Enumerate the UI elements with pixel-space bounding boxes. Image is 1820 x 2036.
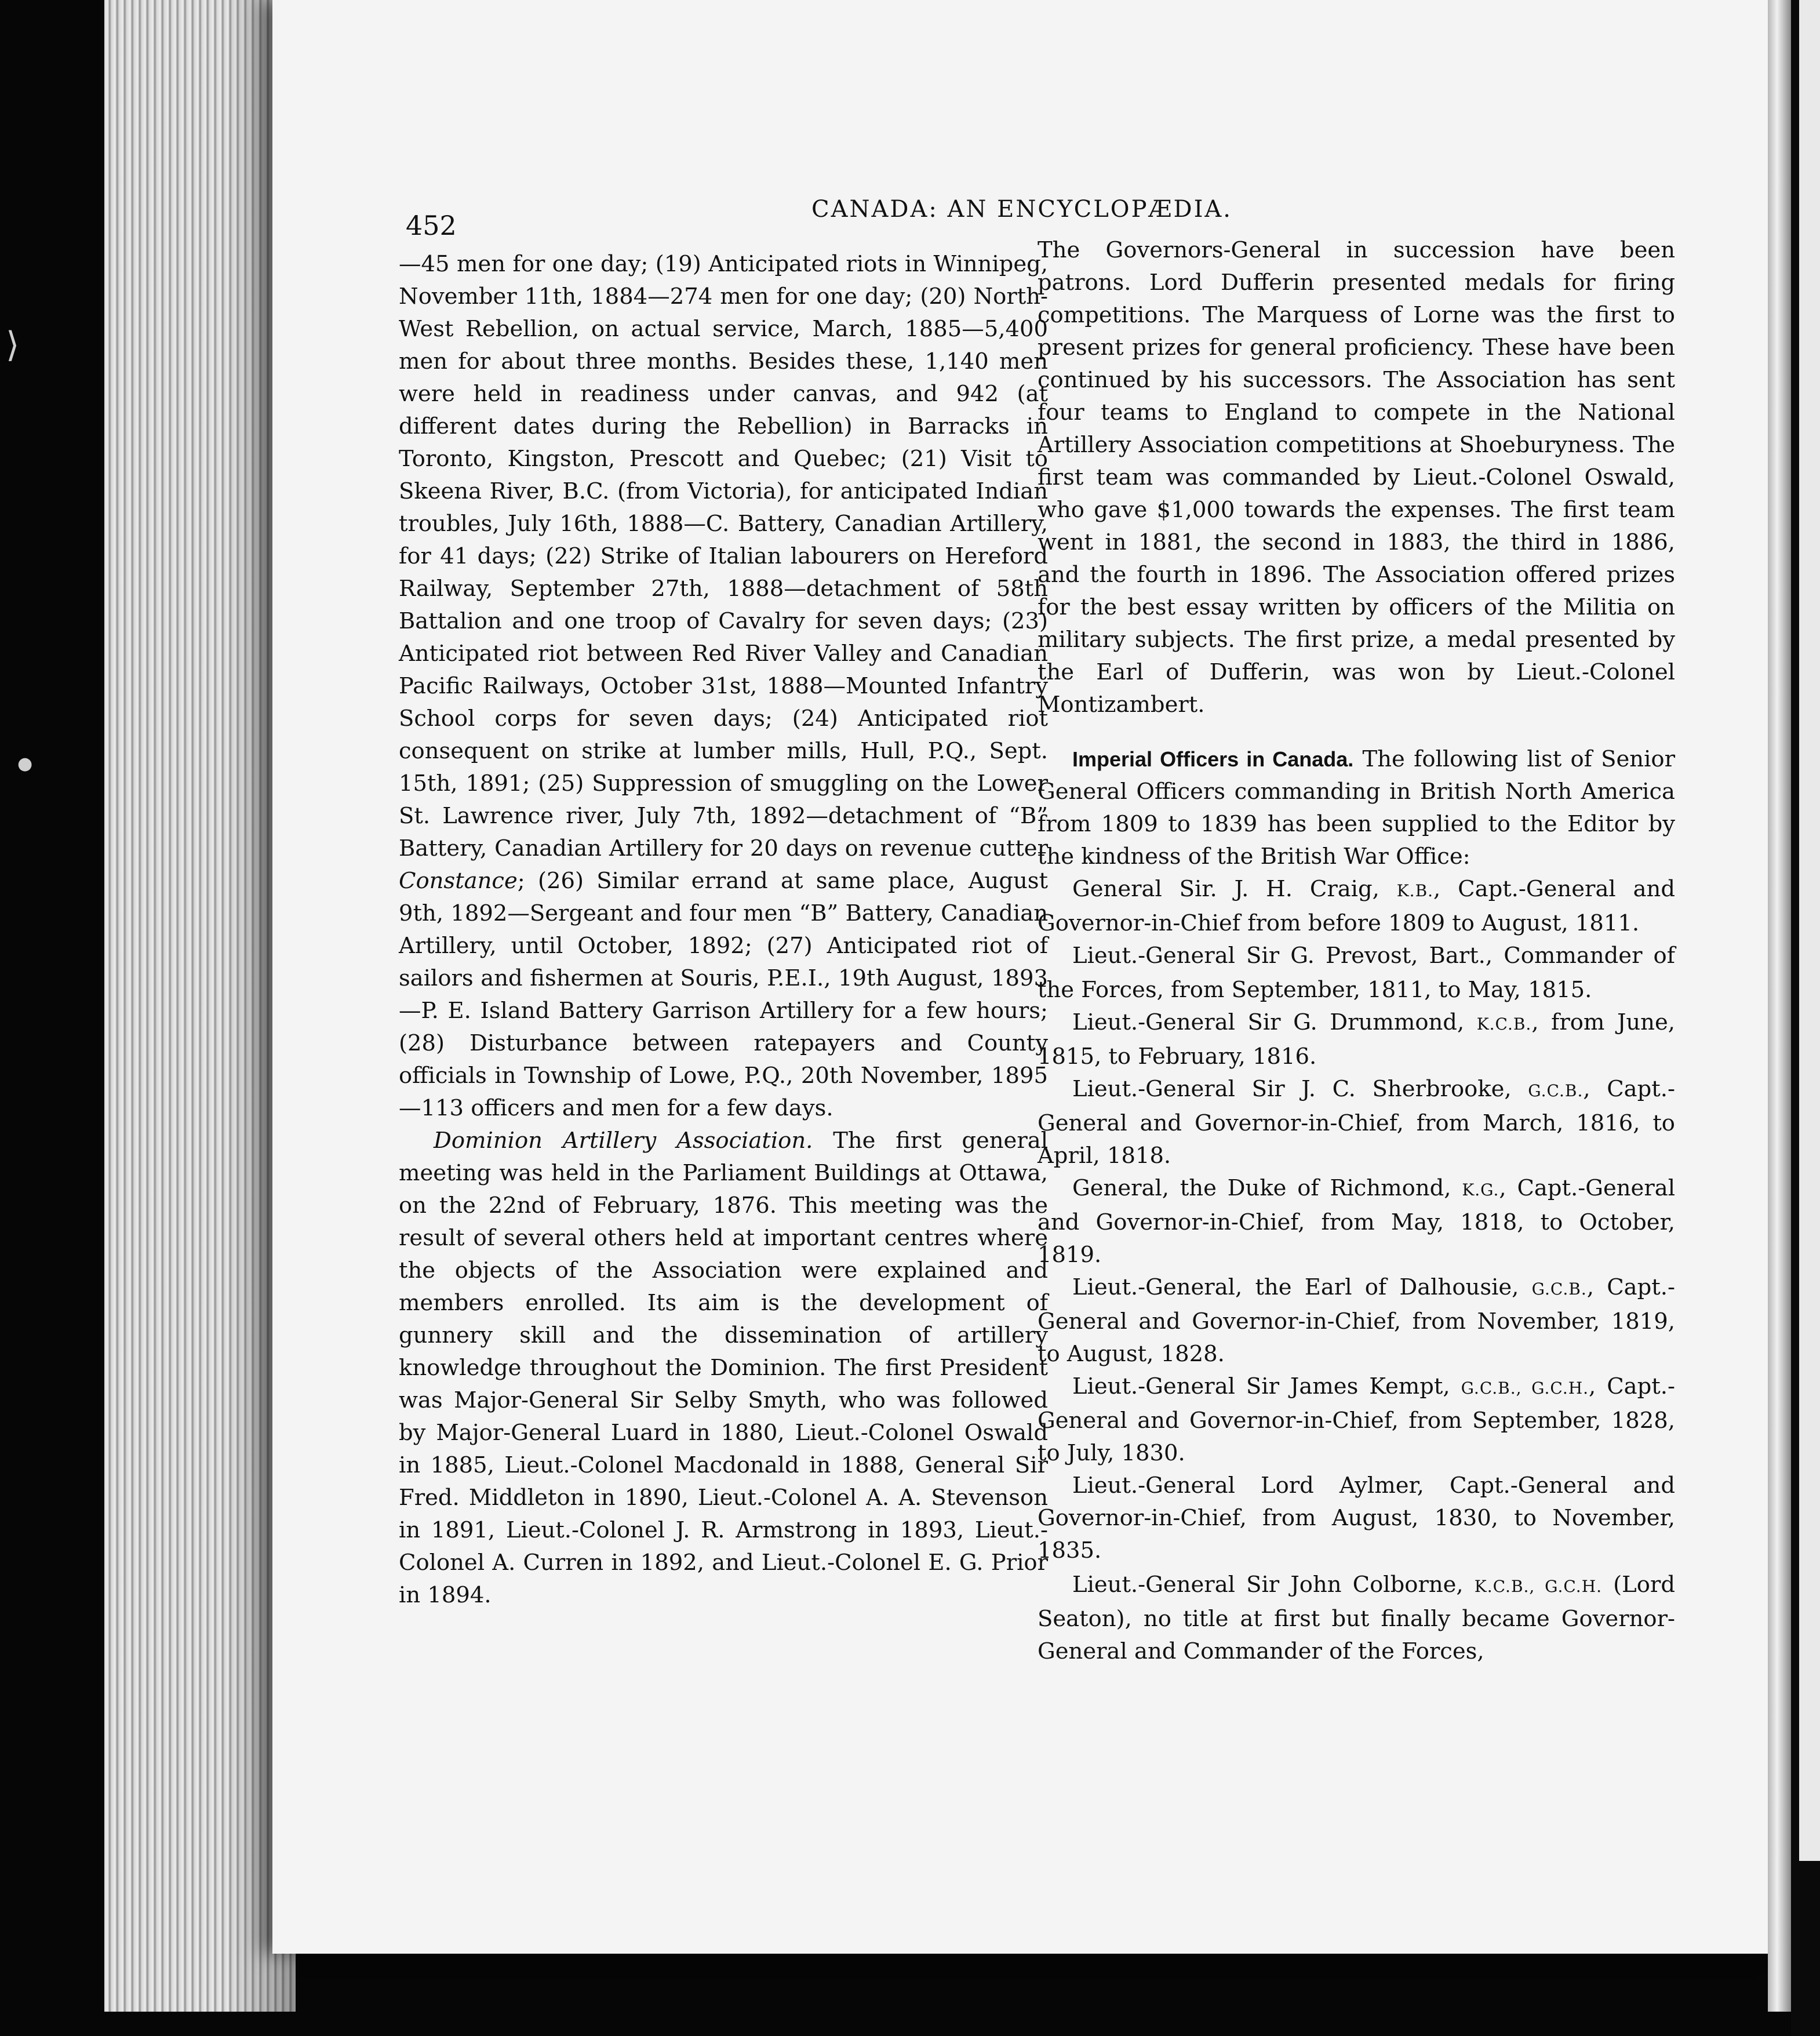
officer-name: Lieut.-General Sir G. Prevost, Bart.,	[1072, 943, 1504, 969]
officer-entry	[1038, 1370, 1675, 1470]
officer-text: , Capt.-General and Governor-in-Chief, from March, 1816, to April, 1818.	[1038, 1076, 1675, 1169]
left-column	[399, 248, 1048, 1612]
page-right-edge	[1768, 0, 1791, 2012]
left-paragraph-1-text: —45 men for one day; (19) Anticipated riots in Winnipeg, November 11th, 1884—274 men for one day; (20) North-West Rebellion, on actual service, March, 1885—5,400 men for about three months. Besides these, 1,140 men were held in readiness under canvas, and 942 (at different dates during the Rebellion) in Barracks in Toronto, Kingston, Prescott and Quebec; (21) Visit to Skeena River, B.C. (from Victoria), for anticipated Indian troubles, July 16th, 1888—C. Battery, Canadian Artillery, for 41 days; (22) Strike of Italian labourers on Hereford Railway, September 27th, 1888—detachment of 58th Battalion and one troop of Cavalry for seven days; (23) Anticipated riot between Red River Valley and Canadian Pacific Railways, October 31st, 1888—Mounted Infantry School corps for seven days; (24) Anticipated riot consequent on strike at lumber mills, Hull, P.Q., Sept. 15th, 1891; (25) Suppression of smuggling on the Lower St. Lawrence river, July 7th, 1892—detachment of “B” Battery, Canadian Artillery for 20 days on revenue cutter	[399, 251, 1048, 861]
left-paragraph-1	[399, 248, 1048, 1125]
running-title: CANADA: AN ENCYCLOPÆDIA.	[811, 196, 1233, 223]
officer-entry	[1038, 940, 1675, 1006]
vessel-name: Constance	[399, 868, 518, 894]
officer-name: Lieut.-General Sir John Colborne,	[1072, 1572, 1475, 1598]
section-intro	[1038, 743, 1675, 873]
margin-dot: ●	[17, 754, 33, 774]
officer-honours: K.C.B.	[1476, 1015, 1532, 1034]
officer-entry	[1038, 1271, 1675, 1370]
officer-name: General, the Duke of Richmond,	[1072, 1175, 1462, 1201]
officer-text: Commander of the Forces, from September, 1811, to May, 1815.	[1038, 943, 1675, 1003]
officer-honours: G.C.B.	[1528, 1081, 1584, 1100]
officer-honours: K.C.B., G.C.H.	[1474, 1577, 1603, 1596]
association-title: Dominion Artillery Association.	[434, 1128, 813, 1154]
officer-honours: K.B.	[1396, 881, 1434, 900]
officer-honours: K.G.	[1462, 1180, 1499, 1199]
officer-entry	[1038, 1172, 1675, 1271]
officer-text: , Capt.-General and Governor-in-Chief, from November, 1819, to August, 1828.	[1038, 1274, 1675, 1367]
right-column	[1038, 234, 1675, 1668]
officer-name: Lieut.-General Sir G. Drummond,	[1072, 1009, 1477, 1035]
officer-text: (Lord Seaton), no title at first but finally became Governor-General and Commander of the Forces,	[1038, 1572, 1675, 1664]
officer-name: Lieut.-General Sir James Kempt,	[1072, 1373, 1461, 1399]
officer-name: General Sir. J. H. Craig,	[1072, 876, 1397, 902]
officer-text: , from June, 1815, to February, 1816.	[1038, 1009, 1675, 1070]
left-paragraph-1-end: ; (26) Similar errand at same place, August 9th, 1892—Sergeant and four men “B” Battery, Canadian Artillery, until October, 1892; (27) Anticipated riot of sailors and fishermen at Souris, P.E.I., 19th August, 1893—P. E. Island Battery Garrison Artillery for a few hours; (28) Disturbance between ratepayers and County officials in Township of Lowe, P.Q., 20th November, 1895—113 officers and men for a few days.	[399, 868, 1048, 1121]
officer-entry	[1038, 873, 1675, 940]
officer-honours: G.C.B., G.C.H.	[1461, 1379, 1589, 1398]
officer-name: Lieut.-General Lord Aylmer, Capt.-General and Governor-in-Chief, from August, 1830, to November, 1835.	[1038, 1473, 1675, 1564]
officer-entry	[1038, 1569, 1675, 1668]
officer-text: , Capt.-General and Governor-in-Chief, from May, 1818, to October, 1819.	[1038, 1175, 1676, 1268]
officer-entry	[1038, 1470, 1675, 1569]
officer-honours: G.C.B.	[1531, 1279, 1587, 1299]
right-paragraph-1: The Governors-General in succession have been patrons. Lord Dufferin presented medals for firing competitions. The Marquess of Lorne was the first to present prizes for general proficiency. These have been continued by his successors. The Association has sent four teams to England to compete in the National Artillery Association competitions at Shoeburyness. The first team was commanded by Lieut.-Colonel Oswald, who gave $1,000 towards the expenses. The first team went in 1881, the second in 1883, the third in 1886, and the fourth in 1896. The Association offered prizes for the best essay written by officers of the Militia on military subjects. The first prize, a medal presented by the Earl of Dufferin, was won by Lieut.-Colonel Montizambert.	[1038, 237, 1675, 718]
officer-name: Lieut.-General, the Earl of Dalhousie,	[1072, 1274, 1532, 1300]
section-heading: Imperial Officers in Canada.	[1072, 747, 1354, 771]
officer-entry	[1038, 1073, 1675, 1172]
officer-text: , Capt.-General and Governor-in-Chief from before 1809 to August, 1811.	[1038, 876, 1675, 936]
margin-mark: ⟩	[6, 325, 20, 365]
section-gap	[1038, 721, 1675, 743]
page-number: 452	[406, 210, 457, 241]
left-paragraph-2-text: The first general meeting was held in the Parliament Buildings at Ottawa, on the 22nd of February, 1876. This meeting was the result of several others held at important centres where the objects of the Association were explained and members enrolled. Its aim is the development of gunnery skill and the dissemination of artillery knowledge throughout the Dominion. The first President was Major-General Sir Selby Smyth, who was followed by Major-General Luard in 1880, Lieut.-Colonel Oswald in 1885, Lieut.-Colonel Macdonald in 1888, General Sir Fred. Middleton in 1890, Lieut.-Colonel A. A. Stevenson in 1891, Lieut.-Colonel J. R. Armstrong in 1893, Lieut.-Colonel A. Curren in 1892, and Lieut.-Colonel E. G. Prior in 1894.	[399, 1128, 1049, 1608]
left-paragraph-2	[399, 1125, 1048, 1612]
officer-entry	[1038, 1006, 1675, 1073]
officer-name: Lieut.-General Sir J. C. Sherbrooke,	[1072, 1076, 1528, 1102]
section-intro-text: The following list of Senior General Officers commanding in British North America from 1809 to 1839 has been supplied to the Editor by the kindness of the British War Office:	[1038, 746, 1676, 870]
officer-text: , Capt.-General and Governor-in-Chief, from September, 1828, to July, 1830.	[1038, 1373, 1675, 1466]
next-page-strip	[1799, 0, 1820, 1861]
